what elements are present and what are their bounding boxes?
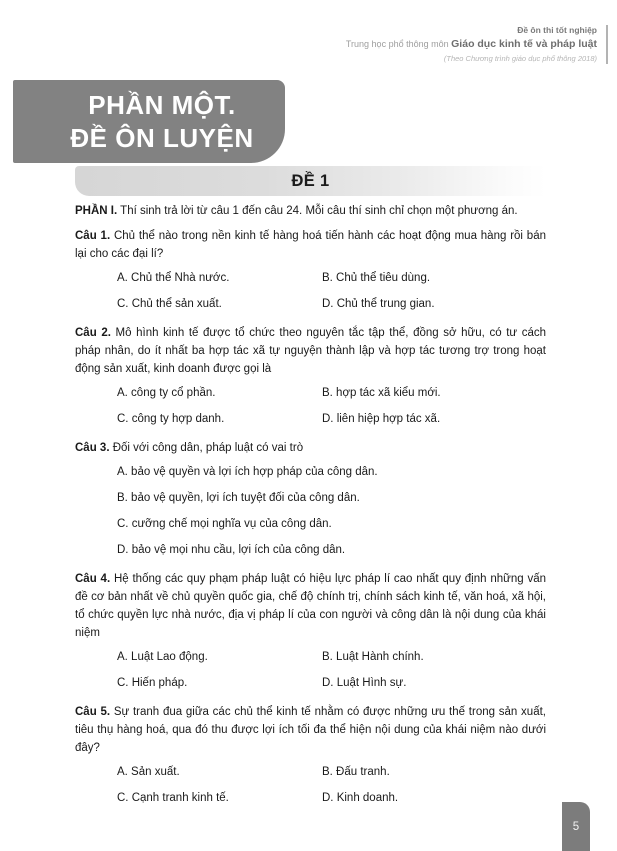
- answer-option: D. Luật Hình sự.: [322, 677, 407, 689]
- answer-options: [75, 459, 546, 563]
- question-block: [75, 227, 546, 317]
- part-instruction-label: PHẦN I.: [75, 205, 118, 217]
- answer-option: A. Luật Lao động.: [117, 651, 208, 663]
- answer-option: C. công ty hợp danh.: [117, 413, 225, 425]
- question-paragraph: [75, 703, 546, 757]
- part-banner-line1: PHẦN MỘT.: [88, 89, 236, 120]
- question-paragraph: [75, 324, 546, 378]
- question-paragraph: [75, 570, 546, 642]
- answer-option: C. Hiến pháp.: [117, 677, 188, 689]
- answer-option: C. Chủ thể sản xuất.: [117, 298, 222, 310]
- running-head-subject-name: Giáo dục kinh tế và pháp luật: [451, 38, 597, 51]
- question-text: Mô hình kinh tế được tổ chức theo nguyên tắc tập thể, đồng sở hữu, có tư cách pháp nhân, do ít nhất ba hợp tác xã tự nguyện thành lập và hợp tác tương trợ trong hoạt động sản xuất, kinh doanh được gọi là: [75, 327, 546, 375]
- answer-option: D. liên hiệp hợp tác xã.: [322, 413, 441, 425]
- content-column: [75, 166, 546, 811]
- answer-option: B. bảo vệ quyền, lợi ích tuyệt đối của công dân.: [117, 492, 360, 504]
- part-instruction: [75, 202, 546, 220]
- page-number: 5: [572, 820, 580, 833]
- part-banner-line2: ĐỀ ÔN LUYỆN: [70, 122, 254, 153]
- answer-option: B. hợp tác xã kiểu mới.: [322, 387, 441, 399]
- answer-option: C. Cạnh tranh kinh tế.: [117, 792, 229, 804]
- running-head-series: Đề ôn thi tốt nghiệp: [517, 25, 597, 35]
- part-banner: [13, 80, 285, 163]
- answer-options: [75, 644, 546, 696]
- question-text: Chủ thể nào trong nền kinh tế hàng hoá tiến hành các hoạt động mua hàng rồi bán lại cho các đại lí?: [75, 230, 546, 260]
- question-block: [75, 439, 546, 563]
- answer-option: D. bảo vệ mọi nhu cầu, lợi ích của công dân.: [117, 544, 346, 556]
- running-head-subject: [346, 37, 597, 51]
- question-block: [75, 703, 546, 811]
- question-block: [75, 570, 546, 696]
- answer-option: C. cưỡng chế mọi nghĩa vụ của công dân.: [117, 518, 332, 530]
- question-text: Sự tranh đua giữa các chủ thể kinh tế nhằm có được những ưu thế trong sản xuất, tiêu thụ hàng hoá, qua đó thu được lợi ích tối đa thể hiện nội dung của khái niệm nào dưới đây?: [75, 706, 546, 754]
- question-text: Đối với công dân, pháp luật có vai trò: [112, 442, 304, 454]
- question-label: Câu 5.: [75, 706, 111, 718]
- part-instruction-text: Thí sinh trả lời từ câu 1 đến câu 24. Mỗi câu thí sinh chỉ chọn một phương án.: [120, 205, 518, 217]
- answer-option: A. Chủ thể Nhà nước.: [117, 272, 230, 284]
- answer-options: [75, 265, 546, 317]
- running-head: [346, 25, 608, 64]
- answer-option: D. Kinh doanh.: [322, 792, 399, 804]
- question-paragraph: [75, 439, 546, 457]
- answer-options: [75, 380, 546, 432]
- question-label: Câu 4.: [75, 573, 111, 585]
- answer-option: B. Chủ thể tiêu dùng.: [322, 272, 431, 284]
- page-number-tab: [562, 802, 590, 851]
- answer-option: A. công ty cổ phần.: [117, 387, 216, 399]
- exam-title-bar: [75, 166, 546, 196]
- answer-option: D. Chủ thể trung gian.: [322, 298, 435, 310]
- question-label: Câu 1.: [75, 230, 111, 242]
- answer-option: B. Đấu tranh.: [322, 766, 390, 778]
- question-paragraph: [75, 227, 546, 263]
- exam-title: ĐỀ 1: [291, 171, 330, 190]
- question-label: Câu 3.: [75, 442, 110, 454]
- question-list: [75, 227, 546, 811]
- answer-option: A. bảo vệ quyền và lợi ích hợp pháp của công dân.: [117, 466, 378, 478]
- answer-options: [75, 759, 546, 811]
- answer-option: A. Sản xuất.: [117, 766, 180, 778]
- answer-option: B. Luật Hành chính.: [322, 651, 424, 663]
- question-block: [75, 324, 546, 432]
- running-head-subject-prefix: Trung học phổ thông môn: [345, 39, 449, 50]
- running-head-curriculum-note: (Theo Chương trình giáo dục phổ thông 2018): [443, 53, 597, 63]
- question-label: Câu 2.: [75, 327, 111, 339]
- question-text: Hệ thống các quy phạm pháp luật có hiệu lực pháp lí cao nhất quy định những vấn đề cơ bản nhất về chủ quyền quốc gia, chế độ chính trị, chính sách kinh tế, văn hoá, xã hội, tổ chức quyền lực nhà nước, địa vị pháp lí của con người và công dân là nội dung của khái niệm: [75, 573, 546, 639]
